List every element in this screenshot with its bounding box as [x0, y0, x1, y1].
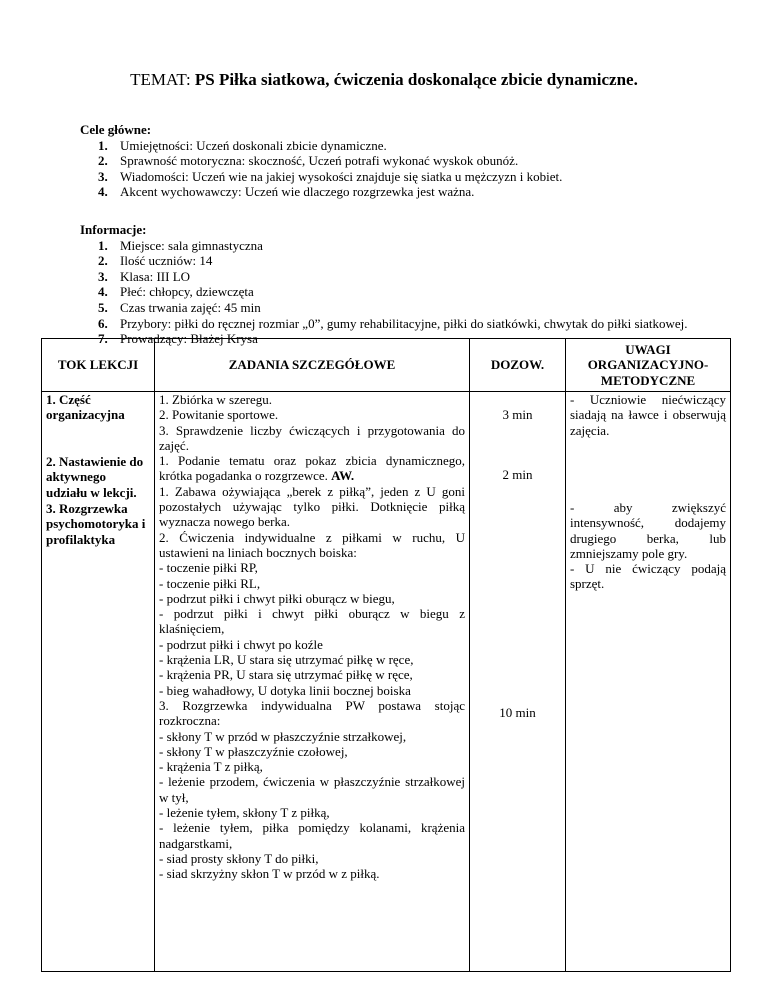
- info-item: 1. Miejsce: sala gimnastyczna: [98, 237, 263, 253]
- title-prefix: TEMAT:: [130, 70, 195, 89]
- header-stage: TOK LEKCJI: [42, 339, 155, 392]
- info-item: 6. Przybory: piłki do ręcznej rozmiar „0”, gumy rehabilitacyjne, piłki do siatkówki, chwytak do piłki siatkowej.: [98, 315, 688, 331]
- goal-item: 2. Sprawność motoryczna: skoczność, Uczeń potrafi wykonać wyskok obunóż.: [98, 153, 519, 169]
- task-line: - krążenia T z piłką,: [159, 759, 263, 775]
- header-notes: UWAGI ORGANIZACYJNO-METODYCZNE: [566, 339, 731, 392]
- lesson-title: [0, 70, 768, 90]
- goal-item: 4. Akcent wychowawczy: Uczeń wie dlaczego rozgrzewka jest ważna.: [98, 184, 475, 200]
- task-line: - skłony T w płaszczyźnie czołowej,: [159, 743, 348, 759]
- goals-section: [80, 122, 700, 200]
- task-line: 3. Sprawdzenie liczby ćwiczących i przygotowania do zajęć.: [159, 422, 465, 453]
- task-line: 3. Rozgrzewka indywidualna PW postawa stojąc rozkroczna:: [159, 697, 465, 729]
- header-tasks: ZADANIA SZCZEGÓŁOWE: [155, 339, 470, 392]
- info-item: 7. Prowadzący: Błażej Krysa: [98, 331, 258, 347]
- task-line: 1. Zabawa ożywiająca „berek z piłką”, jeden z U goni pozostałych używając tylko piłki. Dotknięcie piłką wyznacza nowego berka.: [159, 483, 465, 530]
- info-section: [80, 222, 700, 347]
- info-item: 3. Klasa: III LO: [98, 268, 191, 284]
- note-warmup: - aby zwiększyć intensywność, dodajemy drugiego berka, lub zmniejszamy pole gry.: [570, 500, 726, 561]
- info-item: 2. Ilość uczniów: 14: [98, 253, 213, 269]
- notes-cell: [566, 392, 731, 972]
- tasks-cell: [155, 392, 470, 972]
- task-line: - krążenia PR, U stara się utrzymać piłkę w ręce,: [159, 667, 413, 683]
- task-line: - podrzut piłki i chwyt piłki oburącz w biegu z klaśnięciem,: [159, 606, 465, 637]
- dose-org: 3 min: [502, 407, 533, 422]
- task-line: - krążenia LR, U stara się utrzymać piłkę w ręce,: [159, 652, 414, 668]
- goal-item: 3. Wiadomości: Uczeń wie na jakiej wysokości znajduje się siatka u mężczyzn i kobiet.: [98, 168, 563, 184]
- table-row: [42, 392, 731, 972]
- task-line: - skłony T w przód w płaszczyźnie strzałkowej,: [159, 728, 407, 744]
- stage-org: 1. Część organizacyjna: [46, 392, 125, 423]
- title-main: PS Piłka siatkowa, ćwiczenia doskonalące zbicie dynamiczne.: [194, 70, 638, 89]
- note-warmup: - U nie ćwiczący podają sprzęt.: [570, 561, 726, 592]
- task-line: - toczenie piłki RP,: [159, 560, 258, 576]
- task-line: - podrzut piłki i chwyt piłki oburącz w biegu,: [159, 590, 395, 606]
- task-line: - podrzut piłki i chwyt po koźle: [159, 636, 323, 652]
- task-motivation: 1. Podanie tematu oraz pokaz zbicia dynamicznego, krótka pogadanka o rozgrzewce. AW.: [159, 453, 465, 484]
- stage-warmup: 3. Rozgrzewka psychomotoryka i profilaktyka: [46, 501, 146, 547]
- task-line: 2. Powitanie sportowe.: [159, 407, 279, 423]
- note-org: - Uczniowie niećwiczący siadają na ławce i obserwują zajęcia.: [570, 392, 726, 438]
- goals-heading: Cele główne:: [80, 122, 152, 137]
- task-line: - siad prosty skłony T do piłki,: [159, 850, 319, 866]
- task-line: 2. Ćwiczenia indywidualne z piłkami w ruchu, U ustawieni na liniach bocznych boiska:: [159, 529, 465, 560]
- task-line: - leżenie tyłem, piłka pomiędzy kolanami, krążenia nadgarstkami,: [159, 820, 465, 851]
- lesson-table: [41, 338, 731, 972]
- stage-motivation: 2. Nastawienie do aktywnego udziału w lekcji.: [46, 454, 144, 500]
- task-line: 1. Zbiórka w szeregu.: [159, 392, 272, 407]
- dose-motivation: 2 min: [502, 467, 533, 483]
- stage-cell: [42, 392, 155, 972]
- info-item: 5. Czas trwania zajęć: 45 min: [98, 299, 261, 315]
- dose-warmup: 10 min: [499, 704, 536, 720]
- table-header-row: [42, 339, 731, 392]
- task-line: - toczenie piłki RL,: [159, 575, 261, 591]
- task-line: - bieg wahadłowy, U dotyka linii bocznej boiska: [159, 682, 411, 698]
- dose-cell: [470, 392, 566, 972]
- goal-item: 1. Umiejętności: Uczeń doskonali zbicie dynamiczne.: [98, 137, 387, 153]
- task-line: - leżenie przodem, ćwiczenia w płaszczyźnie strzałkowej w tył,: [159, 774, 465, 805]
- header-dose: DOZOW.: [470, 339, 566, 392]
- task-line: - leżenie tyłem, skłony T z piłką,: [159, 805, 330, 821]
- info-heading: Informacje:: [80, 222, 147, 237]
- info-item: 4. Płeć: chłopcy, dziewczęta: [98, 284, 254, 300]
- task-line: - siad skrzyżny skłon T w przód w z piłką.: [159, 866, 380, 882]
